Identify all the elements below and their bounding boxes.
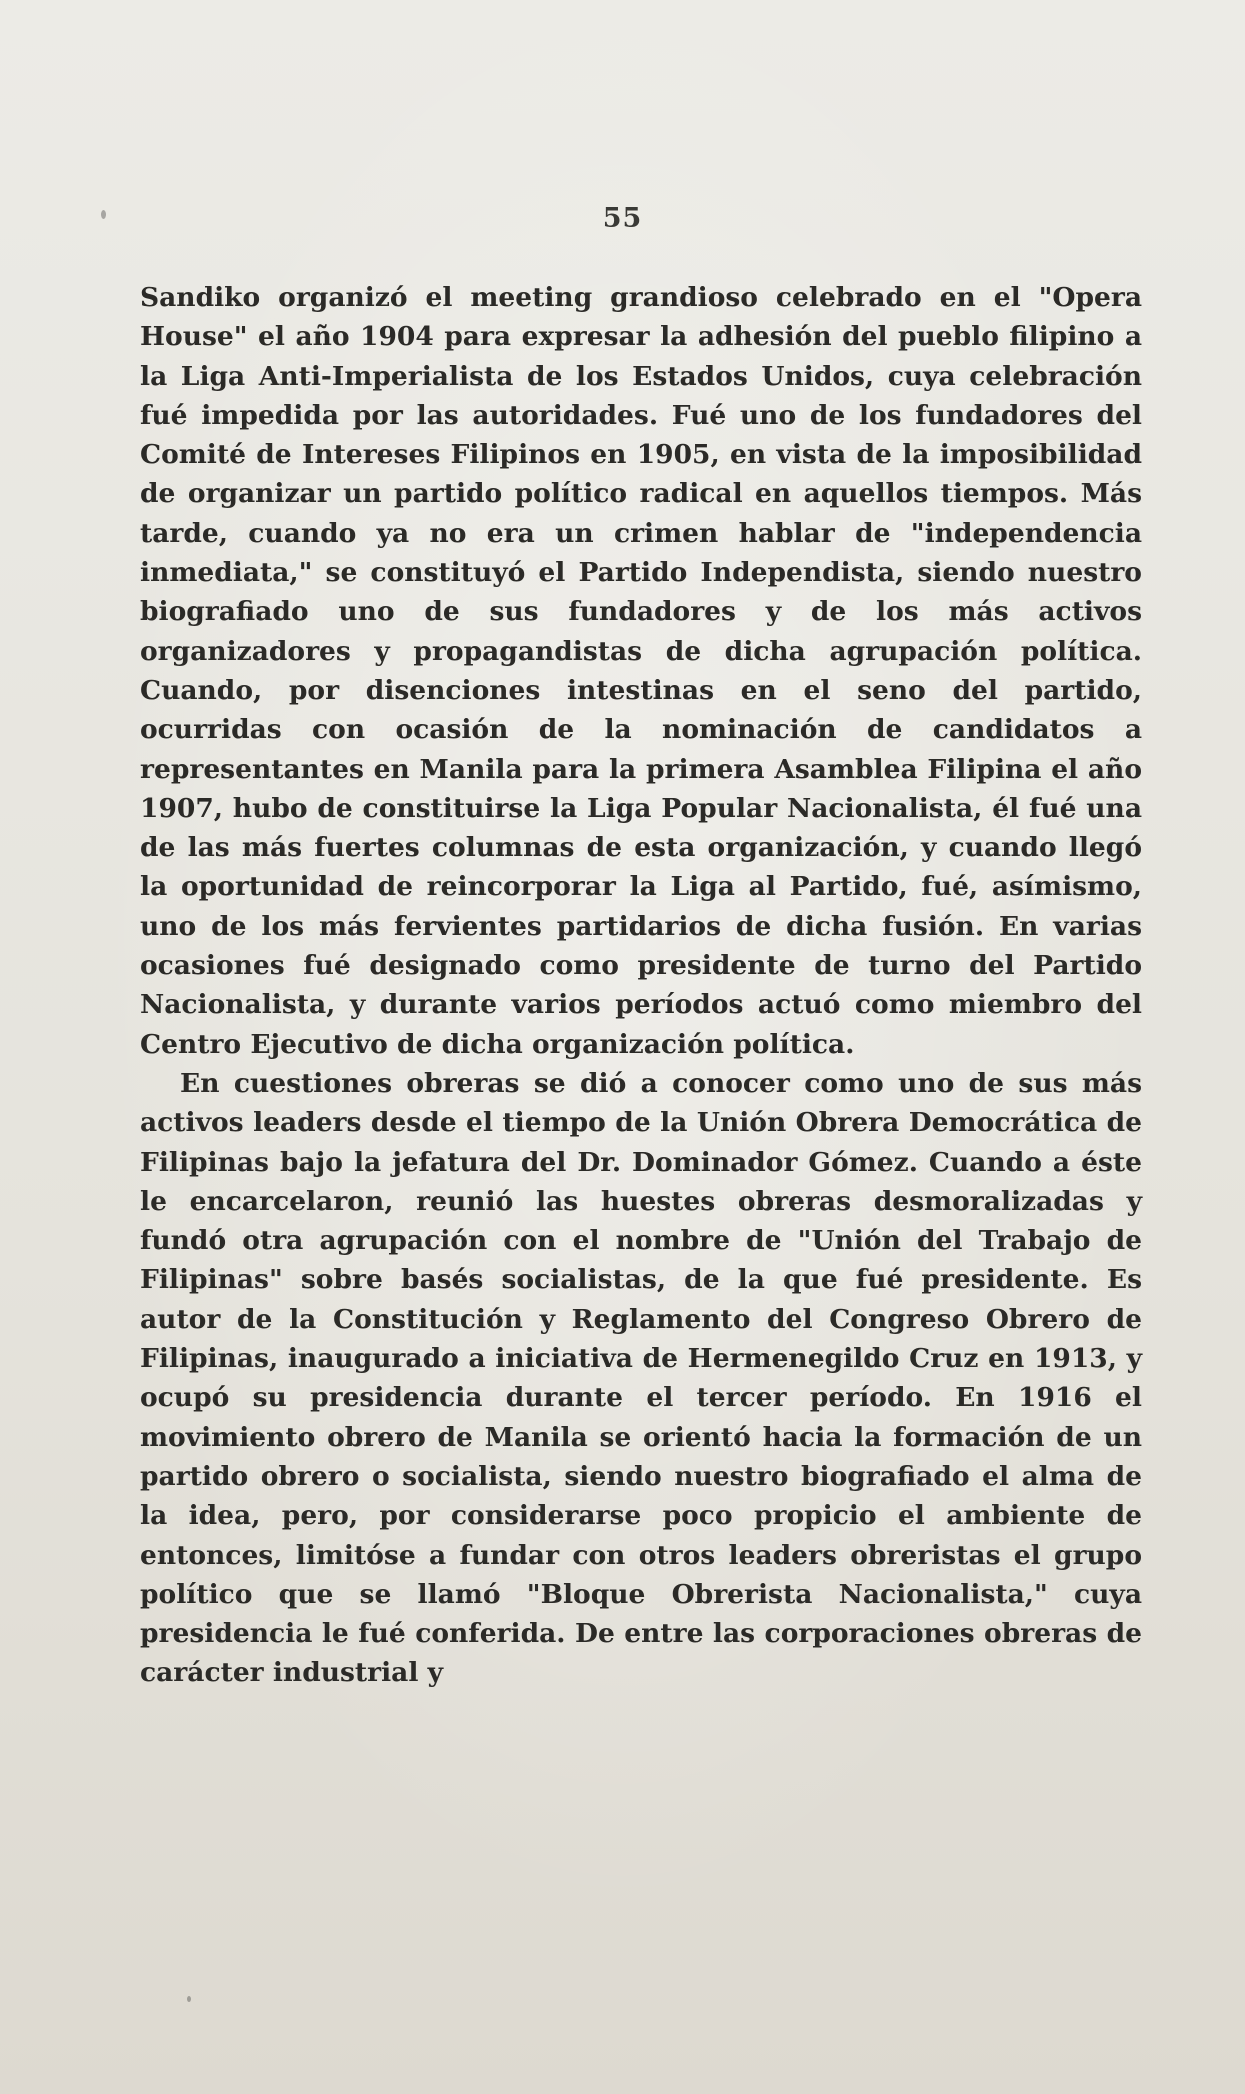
page-number: 55 (602, 203, 643, 234)
ink-speck (187, 1996, 191, 2002)
paragraph-1: Sandiko organizó el meeting grandioso celebrado en el "Opera House" el año 1904 para expresar la adhesión del pueblo filipino a la Liga Anti-Imperialista de los Estados Unidos, cuya celebración fué impedida por las autoridades. Fué uno de los fundadores del Comité de Intereses Filipinos en 1905, en vista de la imposibilidad de organizar un partido político radical en aquellos tiempos. Más tarde, cuando ya no era un crimen hablar de "independencia inmediata," se constituyó el Partido Independista, siendo nuestro biografiado uno de sus fundadores y de los más activos organizadores y propagandistas de dicha agrupación política. Cuando, por disenciones intestinas en el seno del partido, ocurridas con ocasión de la nominación de candidatos a representantes en Manila para la primera Asamblea Filipina el año 1907, hubo de constituirse la Liga Popular Nacionalista, él fué una de las más fuertes columnas de esta organización, y cuando llegó la oportunidad de reincorporar la Liga al Partido, fué, asímismo, uno de los más fervientes partidarios de dicha fusión. En varias ocasiones fué designado como presidente de turno del Partido Nacionalista, y durante varios períodos actuó como miembro del Centro Ejecutivo de dicha organización política. (140, 282, 1142, 1060)
paragraph-2: En cuestiones obreras se dió a conocer como uno de sus más activos leaders desde el tiempo de la Unión Obrera Democrática de Filipinas bajo la jefatura del Dr. Dominador Gómez. Cuando a éste le encarcelaron, reunió las huestes obreras desmoralizadas y fundó otra agrupación con el nombre de "Unión del Trabajo de Filipinas" sobre basés socialistas, de la que fué presidente. Es autor de la Constitución y Reglamento del Congreso Obrero de Filipinas, inaugurado a iniciativa de Hermenegildo Cruz en 1913, y ocupó su presidencia durante el tercer período. En 1916 el movimiento obrero de Manila se orientó hacia la formación de un partido obrero o socialista, siendo nuestro biografiado el alma de la idea, pero, por considerarse poco propicio el ambiente de entonces, limitóse a fundar con otros leaders obreristas el grupo político que se llamó "Bloque Obrerista Nacionalista," cuya presidencia le fué conferida. De entre las corporaciones obreras de carácter industrial y (140, 1067, 1142, 1689)
body-text (140, 278, 1142, 1693)
